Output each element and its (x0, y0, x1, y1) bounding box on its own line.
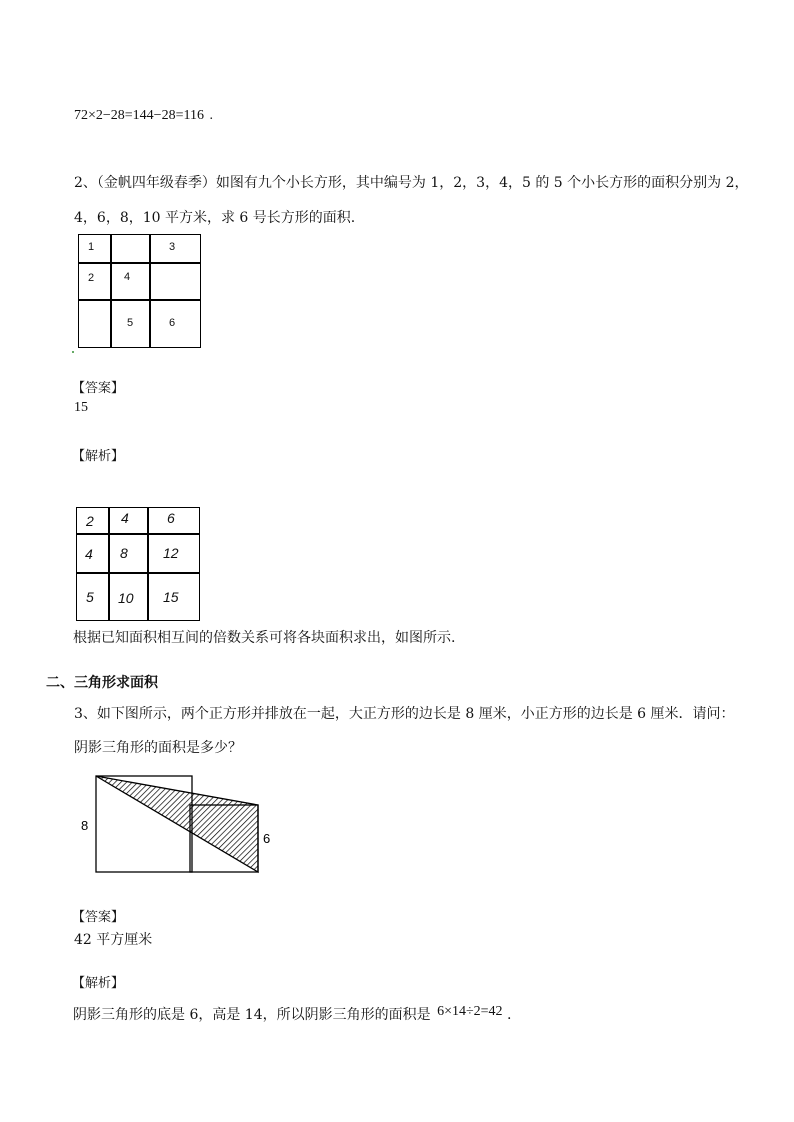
area-value: 12 (163, 545, 179, 561)
grid-label-3: 3 (169, 241, 176, 253)
grid-line (110, 235, 112, 347)
q3-line2: 阴影三角形的面积是多少？ (74, 740, 242, 756)
grid-label-5: 5 (127, 317, 134, 329)
area-value: 2 (86, 513, 94, 529)
q2-line2: 4，6，8，10 平方米，求 6 号长方形的面积. (74, 210, 356, 226)
q3-analysis-header: 【解析】 (72, 976, 125, 991)
section-title: 二、三角形求面积 (46, 674, 158, 690)
solved-areas-figure (76, 507, 200, 621)
q3-period: . (507, 1007, 512, 1023)
grid-line (79, 262, 200, 264)
area-value: 5 (86, 589, 94, 605)
grid-label-6: 6 (169, 317, 176, 329)
shaded-triangle (96, 776, 258, 872)
grid-label-4: 4 (124, 271, 131, 283)
q3-answer: 42 平方厘米 (74, 932, 153, 948)
area-value: 8 (120, 545, 128, 561)
q2-analysis-header: 【解析】 (72, 449, 125, 464)
q2-answer: 15 (74, 400, 88, 415)
small-side-label: 6 (263, 831, 271, 846)
q3-explanation (73, 1004, 511, 1024)
q2-answer-header: 【答案】 (72, 381, 125, 396)
area-value: 10 (118, 590, 134, 606)
two-squares-figure (76, 770, 286, 876)
grid-label-2: 2 (88, 272, 95, 284)
area-value: 6 (167, 510, 175, 526)
area-value: 4 (121, 510, 129, 526)
top-equation (74, 108, 213, 124)
grid-line (108, 508, 110, 620)
nine-rectangles-figure (78, 234, 201, 348)
grid-line (147, 508, 149, 620)
large-side-label: 8 (81, 818, 89, 833)
area-value: 4 (85, 546, 93, 562)
grid-line (149, 235, 151, 347)
top-equation-text: 72×2−28=144−28=116 (74, 108, 204, 123)
q3-answer-header: 【答案】 (72, 910, 125, 925)
q3-explanation-text: 阴影三角形的底是 6，高是 14，所以阴影三角形的面积是 (73, 1007, 431, 1023)
q3-line1: 3、如下图所示，两个正方形并排放在一起，大正方形的边长是 8 厘米，小正方形的边长是 6 厘米．请问： (74, 706, 735, 722)
area-value: 15 (163, 589, 179, 605)
grid-line (79, 299, 200, 301)
q2-line1: 2、（金帆四年级春季）如图有九个小长方形，其中编号为 1，2，3，4，5 的 5 个小长方形的面积分别为 2， (74, 175, 749, 191)
top-equation-period: . (209, 108, 213, 123)
stray-mark (72, 351, 74, 353)
grid-line (77, 533, 199, 535)
grid-label-1: 1 (88, 241, 95, 253)
grid-line (77, 572, 199, 574)
q2-explanation: 根据已知面积相互间的倍数关系可将各块面积求出，如图所示. (73, 630, 456, 646)
q3-equation: 6×14÷2=42 (437, 1004, 503, 1019)
